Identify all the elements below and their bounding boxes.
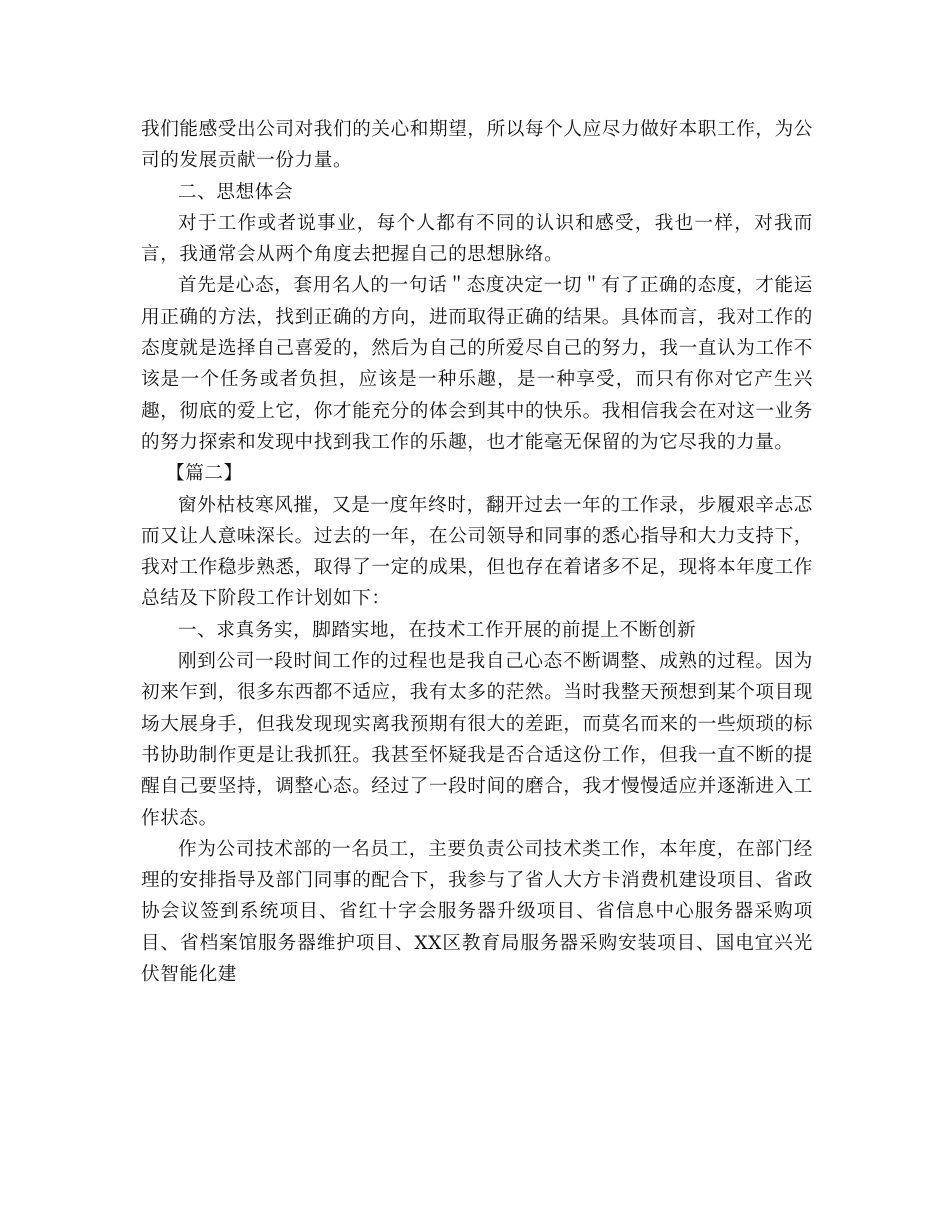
paragraph-projects: 作为公司技术部的一名员工，主要负责公司技术类工作，本年度，在部门经理的安排指导及部门同事的配合下，我参与了省人大方卡消费机建设项目、省政协会议签到系统项目、省红十字会服务器升级项目、省信息中心服务器采购项目、省档案馆服务器维护项目、XX区教育局服务器采购安装项目、国电宜兴光伏智能化建: [141, 838, 813, 986]
paragraph-perspective: 对于工作或者说事业，每个人都有不同的认识和感受，我也一样，对我而言，我通常会从两个角度去把握自己的思想脉络。: [141, 212, 813, 266]
paragraph-continuation: 我们能感受出公司对我们的关心和期望，所以每个人应尽力做好本职工作，为公司的发展贡献一份力量。: [141, 119, 813, 172]
paragraph-adjustment: 刚到公司一段时间工作的过程也是我自己心态不断调整、成熟的过程。因为初来乍到，很多东西都不适应，我有太多的茫然。当时我整天预想到某个项目现场大展身手，但我发现现实离我预期有很大的差距，而莫名而来的一些烦琐的标书协助制作更是让我抓狂。我甚至怀疑我是否合适这份工作，但我一直不断的提醒自己要坚持，调整心态。经过了一段时间的磨合，我才慢慢适应并逐渐进入工作状态。: [141, 651, 813, 829]
paragraph-attitude: 首先是心态，套用名人的一句话＂态度决定一切＂有了正确的态度，才能运用正确的方法，找到正确的方向，进而取得正确的结果。具体而言，我对工作的态度就是选择自己喜爱的，然后为自己的所爱尽自己的努力，我一直认为工作不该是一个任务或者负担，应该是一种乐趣，是一种享受，而只有你对它产生兴趣，彻底的爱上它，你才能充分的体会到其中的快乐。我相信我会在对这一业务的努力探索和发现中找到我工作的乐趣，也才能毫无保留的为它尽我的力量。: [141, 275, 813, 453]
paragraph-year-end: 窗外枯枝寒风摧，又是一度年终时，翻开过去一年的工作录，步履艰辛忐忑而又让人意味深长。过去的一年，在公司领导和同事的悉心指导和大力支持下，我对工作稳步熟悉，取得了一定的成果，但也存在着诸多不足，现将本年度工作总结及下阶段工作计划如下：: [141, 494, 813, 610]
section-heading-innovation: 一、求真务实，脚踏实地，在技术工作开展的前提上不断创新: [178, 619, 697, 641]
document-body: [141, 114, 813, 990]
part-two-heading: 【篇二】: [166, 463, 243, 485]
section-heading-thoughts: 二、思想体会: [178, 181, 294, 203]
